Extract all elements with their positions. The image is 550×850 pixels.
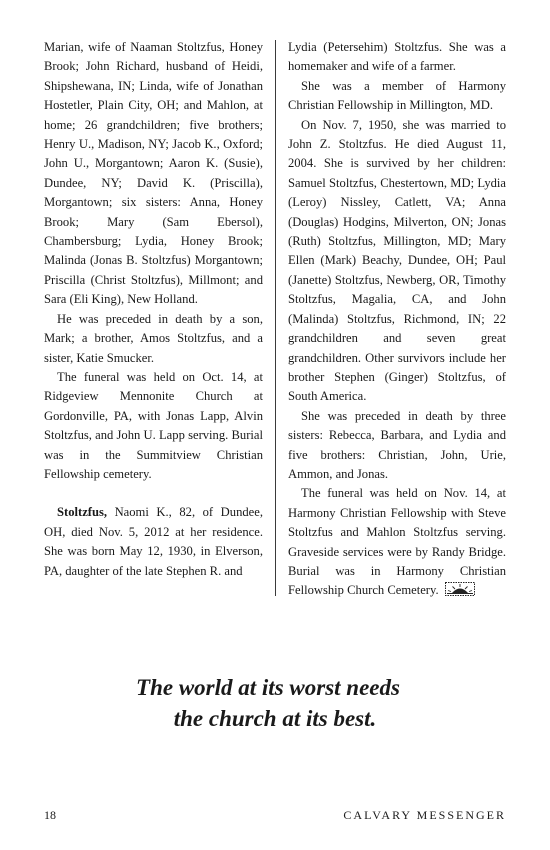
obituary-start-paragraph	[44, 503, 263, 581]
right-column	[288, 38, 506, 601]
preceded-in-death-paragraph: He was preceded in death by a son, Mark; a brother, Amos Stoltzfus, and a sister, Katie Smucker.	[44, 311, 263, 365]
obituary-intro-text: Naomi K., 82, of Dundee, OH, died Nov. 5, 2012 at her residence. She was born May 12, 1930, in Elverson, PA, daughter of the late Stephen R. and	[44, 505, 263, 578]
column-divider	[275, 40, 276, 596]
motto	[0, 672, 550, 734]
motto-line-1: The world at its worst needs	[136, 675, 400, 700]
obituary-surname: Stoltzfus,	[57, 505, 108, 520]
motto-line-2: the church at its best.	[173, 706, 377, 731]
parents-paragraph: Lydia (Petersehim) Stoltzfus. She was a homemaker and wife of a farmer.	[288, 40, 506, 74]
page-number: 18	[44, 808, 56, 822]
membership-paragraph: She was a member of Harmony Christian Fellowship in Millington, MD.	[288, 78, 506, 113]
funeral-paragraph: The funeral was held on Oct. 14, at Ridgeview Mennonite Church at Gordonville, PA, with Jonas Lapp, Alvin Stoltzfus, and John U. Lapp serving. Burial was in the Summitview Christian Fellowship cemetery.	[44, 369, 263, 481]
sunrise-ornament-icon	[445, 582, 475, 596]
funeral-text: The funeral was held on Nov. 14, at Harmony Christian Fellowship with Steve Stoltzfus and Mahlon Stoltzfus serving. Graveside services were by Randy Bridge. Burial was in Harmony Christian Fellowship Church Cemetery.	[288, 486, 506, 598]
left-column	[44, 38, 263, 581]
survivors-paragraph: On Nov. 7, 1950, she was married to John Z. Stoltzfus. He died August 11, 2004. She is survived by her children: Samuel Stoltzfus, Chestertown, MD; Lydia (Leroy) Nissley, Catlett, VA; Anna (Douglas) Hodgins, Milverton, ON; Jonas (Ruth) Stoltzfus, Millington, MD; Mary Ellen (Mark) Beachy, Dundee, OH; Paul (Janette) Stoltzfus, Newberg, OR, Timothy Stoltzfus, Magalia, CA, and John (Malinda) Stoltzfus, Richmond, IN; 22 grandchildren and seven great grandchildren. Other survivors include her brother Stephen (Ginger) Stoltzfus, of South America.	[288, 117, 506, 404]
publication-title: CALVARY MESSENGER	[343, 808, 506, 822]
preceded-in-death-paragraph: She was preceded in death by three sisters: Rebecca, Barbara, and Lydia and five brothers: Christian, John, Urie, Ammon, and Jonas.	[288, 408, 506, 481]
funeral-paragraph	[288, 484, 506, 600]
obituary-continuation-paragraph: Marian, wife of Naaman Stoltzfus, Honey Brook; John Richard, husband of Heidi, Shipshewana, IN; Linda, wife of Jonathan Hostetler, Plain City, OH; and Mahlon, at home; 26 grandchildren; five brothers; Henry U., Madison, NY; Jacob K., Oxford; John U., Morgantown; Aaron K. (Susie), Dundee, NY; David K. (Priscilla), Morgantown; six sisters: Anna, Honey Brook; Mary (Sam Ebersol), Chambersburg; Lydia, Honey Brook; Malinda (Jonas B. Stoltzfus) Morgantown; Priscilla (Christ Stoltzfus), Millmont; and Sara (Eli King), New Holland.	[44, 40, 263, 307]
